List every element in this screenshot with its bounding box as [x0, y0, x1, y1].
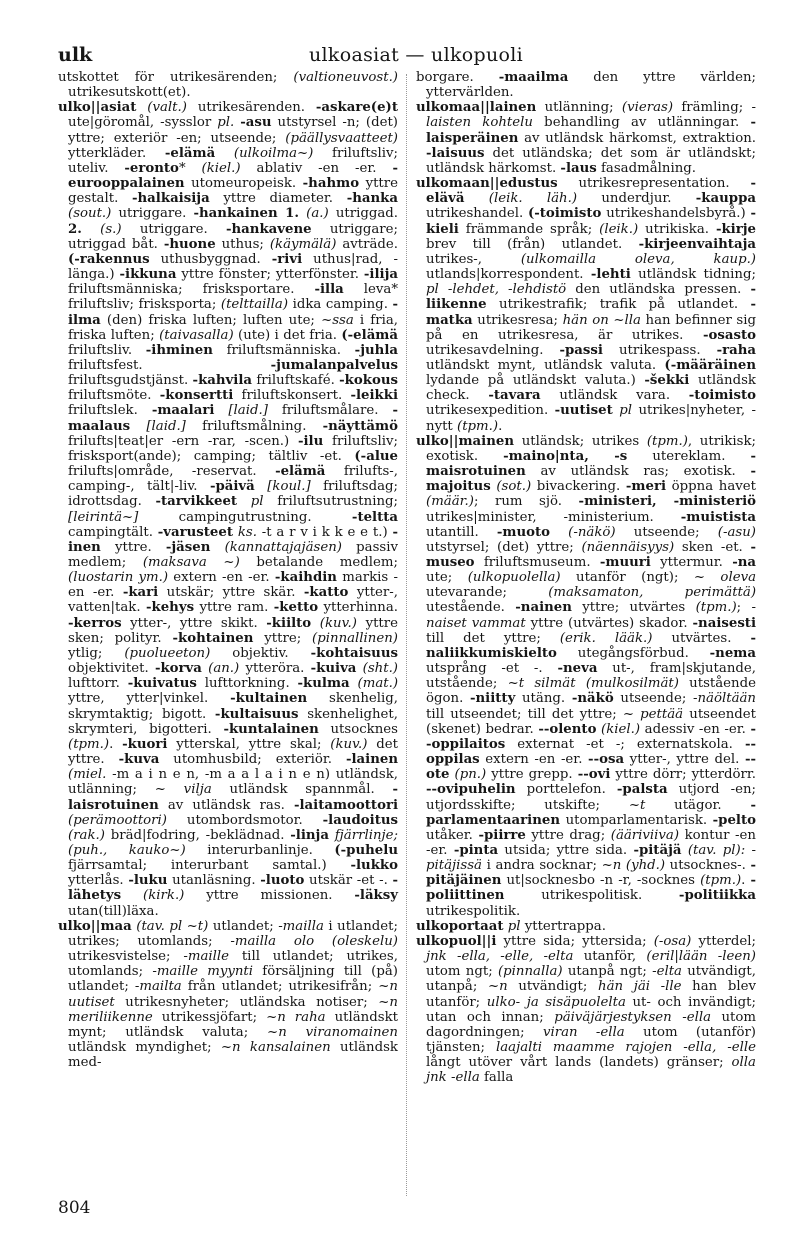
guide-word: ulk	[58, 44, 93, 66]
dictionary-entry: ulkopuol||i yttre sida; yttersida; (-osa) ytterdel; jnk -ella, -elle, -elta utanför, (eril|lään -leen) utom ngt; (pinnalla) utanpå ngt; -elta utvändigt, utanpå; ~n utvändigt; hän jäi -lle han blev utanför; ulko- ja sisäpuolelta ut- och invändigt; utan och innan; päiväjärjestyksen -ella utom dagordningen; viran -ella utom (utanför) tjänsten; laajalti maamme rajojen -ella, -elle långt utöver vårt lands (landets) gränser; olla jnk -ella falla	[416, 933, 757, 1086]
entry-continuation: borgare. -maailma den yttre världen; yttervärlden.	[416, 70, 756, 101]
left-column	[58, 70, 398, 1070]
right-column	[416, 70, 756, 1085]
dictionary-entry: ulkomaa||lainen utlänning; (vieras) främling; -laisten kohtelu behandling av utlänningar. -laisperäinen av utländsk härkomst, extraktion. -laisuus det utländska; det som är utländskt; utländsk härkomst. -laus fasadmålning.	[416, 100, 756, 176]
entry-continuation: utskottet för utrikesärenden; (valtioneuvost.) utrikesutskott(et).	[58, 70, 398, 101]
page-number: 804	[58, 1198, 91, 1218]
running-title: ulkoasiat — ulkopuoli	[308, 44, 524, 66]
page-header	[58, 44, 774, 72]
dictionary-entry: ulko||mainen utländsk; utrikes (tpm.), utrikisk; exotisk. -maino|nta, -s utereklam. -maisrotuinen av utländsk ras; exotisk. -majoitus (sot.) bivackering. -meri öppna havet (määr.); rum sjö. -ministeri, -ministeriö utrikes|minister, -ministerium. -muistista utantill. -muoto (-näkö) utseende; (-asu) utstyrsel; (det) yttre; (näennäisyys) sken -et. -museo friluftsmuseum. -muuri yttermur. -na ute; (ulkopuolella) utanför (ngt); ~ oleva utevarande; (maksamaton, perimättä) utestående. -nainen yttre; utvärtes (tpm.); -naiset vammat yttre (utvärtes) skador. -naisesti till det yttre; (erik. lääk.) utvärtes. -naliikkumiskielto utegångsförbud. -nema utsprång -et -. -neva ut-, fram|skjutande, utstående; ~t silmät (mulkosilmät) utstående ögon. -niitty utäng. -näkö utseende; -näöltään till utseendet; till det yttre; ~ pettää utseendet (skenet) bedrar. --olento (kiel.) adessiv -en -er. --oppilaitos externat -et -; externatskola. --oppilas extern -en -er. --osa ytter-, yttre del. --ote (pn.) yttre grepp. --ovi yttre dörr; ytterdörr. --ovipuhelin porttelefon. -palsta utjord -en; utjordsskifte; utskifte; ~t utägor. -parlamentaarinen utomparlamentarisk. -pelto utåker. -piirre yttre drag; (ääriviiva) kontur -en -er. -pinta utsida; yttre sida. -pitäjä (tav. pl): -pitäjissä i andra socknar; ~n (yhd.) utsocknes-. -pitäjäinen ut|socknesbo -n -r, -socknes (tpm.). -poliittinen utrikespolitisk. -politiikka utrikespolitik.	[416, 433, 757, 919]
column-divider	[406, 74, 408, 1196]
dictionary-entry: ulkomaan||edustus utrikesrepresentation. -elävä (leik. läh.) underdjur. -kauppa utrikeshandel. (-toimisto utrikeshandelsbyrå.) -kieli främmande språk; (leik.) utrikiska. -kirje brev till (från) utlandet. -kirjeenvaihtaja utrikes-, (ulkomailla oleva, kaup.) utlands|korrespondent. -lehti utländsk tidning; pl -lehdet, -lehdistö den utländska pressen. -liikenne utrikestrafik; trafik på utlandet. -matka utrikesresa; hän on ~lla han befinner sig på en utrikesresa, är utrikes. -osasto utrikesavdelning. -passi utrikespass. -raha utländskt mynt, utländsk valuta. (-määräinen lydande på utländskt valuta.) -šekki utländsk check. -tavara utländsk vara. -toimisto utrikesexpedition. -uutiset pl utrikes|nyheter, -nytt (tpm.).	[416, 176, 757, 434]
dictionary-entry: ulko||maa (tav. pl ~t) utlandet; -mailla i utlandet; utrikes; utomlands; -mailla olo (oleskelu) utrikesvistelse; -maille till utlandet; utrikes, utomlands; -maille myynti försäljning till (på) utlandet; -mailta från utlandet; utrikesifrån; ~n uutiset utrikesnyheter; utländska notiser; ~n meriliikenne utrikessjöfart; ~n raha utländskt mynt; utländsk valuta; ~n viranomainen utländsk myndighet; ~n kansalainen utländsk med-	[58, 918, 399, 1071]
dictionary-entry: ulko||asiat (valt.) utrikesärenden. -askare(e)t ute|göromål, -sysslor pl. -asu utstyrsel -n; (det) yttre; exteriör -en; utseende; (päällysvaatteet) ytterkläder. -elämä (ulkoilma~) friluftsliv; uteliv. -eronto* (kiel.) ablativ -en -er. -eurooppalainen utomeuropeisk. -hahmo yttre gestalt. -halkaisija yttre diameter. -hanka (sout.) utriggare. -hankainen 1. (a.) utriggad. 2. (s.) utriggare. -hankavene utriggare; utriggad båt. -huone uthus; (käymälä) avträde. (-rakennus uthusbyggnad. -rivi uthus|rad, -länga.) -ikkuna yttre fönster; ytterfönster. -ilija friluftsmänniska; frisksportare. -illa leva* friluftsliv; frisksporta; (telttailla) idka camping. -ilma (den) friska luften; luften ute; ~ssa i fria, friska luften; (taivasalla) (ute) i det fria. (-elämä friluftsliv. -ihminen friluftsmänniska. -juhla friluftsfest. -jumalanpalvelus friluftsgudstjänst. -kahvila friluftskafé. -kokous friluftsmöte. -konsertti friluftskonsert. -leikki friluftslek. -maalari [laid.] friluftsmålare. -maalaus [laid.] friluftsmålning. -näyttämö frilufts|teat|er -ern -rar, -scen.) -ilu friluftsliv; frisksport(ande); camping; tältliv -et. (-alue frilufts|område, -reservat. -elämä frilufts-, camping-, tält|-liv. -päivä [koul.] friluftsdag; idrottsdag. -tarvikkeet pl friluftsutrustning; [leirintä~] campingutrustning. -teltta campingtält. -varusteet ks. -t a r v i k k e e t.) -inen yttre. -jäsen (kannattajajäsen) passiv medlem; (maksava ~) betalande medlem; (luostarin ym.) extern -en -er. -kaihdin markis -en -er. -kari utskär; yttre skär. -katto ytter-, vatten|tak. -kehys yttre ram. -ketto ytterhinna. -kerros ytter-, yttre skikt. -kiilto (kuv.) yttre sken; polityr. -kohtainen yttre; (pinnallinen) ytlig; (puolueeton) objektiv. -kohtaisuus objektivitet. -korva (an.) ytteröra. -kuiva (sht.) lufttorr. -kuivatus lufttorkning. -kulma (mat.) yttre, ytter|vinkel. -kultainen skenhelig, skrymtaktig; bigott. -kultaisuus skenhelighet, skrymteri, bigotteri. -kuntalainen utsocknes (tpm.). -kuori ytterskal, yttre skal; (kuv.) det yttre. -kuva utomhusbild; exteriör. -lainen (miel. -m a i n e n, -m a a l a i n e n) utländsk, utlänning; ~ vilja utländsk spannmål. -laisrotuinen av utländsk ras. -laitamoottori (perämoottori) utombordsmotor. -laudoitus (rak.) bräd|fodring, -beklädnad. -linja fjärrlinje; (puh., kauko~) interurbanlinje. (-puhelu fjärrsamtal; interurbant samtal.) -lukko ytterlås. -luku utanläsning. -luoto utskär -et -. -lähetys (kirk.) yttre missionen. -läksy utan(till)läxa.	[58, 100, 399, 919]
dictionary-entry: ulkoportaat pl yttertrappa.	[416, 918, 606, 934]
